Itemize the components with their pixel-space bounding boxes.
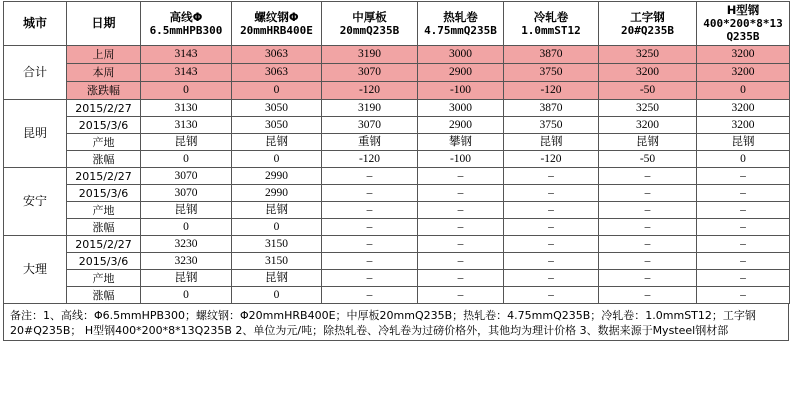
city-cell: 大理 [4,236,67,304]
price-cell: 3230 [141,253,232,270]
price-cell: – [504,287,599,304]
price-cell: 3143 [141,64,232,82]
table-row [4,185,790,202]
row-label: 2015/2/27 [67,236,141,253]
price-cell: 0 [232,219,322,236]
header-date: 日期 [67,2,141,46]
table-row [4,270,790,287]
price-cell: – [322,253,418,270]
price-cell: 0 [141,287,232,304]
price-cell: 3070 [322,64,418,82]
city-cell: 昆明 [4,100,67,168]
price-cell: 3870 [504,46,599,64]
price-cell: – [697,185,790,202]
city-cell: 合计 [4,46,67,100]
table-row [4,253,790,270]
price-cell: – [418,270,504,287]
price-cell: 3050 [232,100,322,117]
price-cell: -100 [418,151,504,168]
row-label: 2015/2/27 [67,100,141,117]
price-cell: – [697,270,790,287]
price-cell: – [599,287,697,304]
row-label: 涨幅 [67,219,141,236]
price-cell: – [599,202,697,219]
header-medium-plate: 中厚板 20mmQ235B [322,2,418,46]
price-cell: – [697,236,790,253]
header-rebar: 螺纹钢Φ 20mmHRB400E [232,2,322,46]
table-row [4,168,790,185]
price-cell: – [322,219,418,236]
price-cell: 昆钢 [141,134,232,151]
price-cell: – [418,287,504,304]
price-cell: 3190 [322,46,418,64]
table-row [4,117,790,134]
row-label: 上周 [67,46,141,64]
price-cell: – [599,270,697,287]
price-cell: -120 [504,151,599,168]
price-cell: 3000 [418,100,504,117]
row-label: 2015/3/6 [67,253,141,270]
price-cell: – [504,253,599,270]
price-cell: 3200 [697,117,790,134]
price-cell: 3230 [141,236,232,253]
table-row [4,219,790,236]
steel-price-table [3,1,790,304]
price-cell: 3250 [599,100,697,117]
row-label: 产地 [67,134,141,151]
price-cell: – [418,168,504,185]
price-cell: 昆钢 [141,202,232,219]
price-cell: – [418,236,504,253]
price-cell: 0 [697,82,790,100]
table-body [4,46,790,304]
price-cell: 0 [697,151,790,168]
price-cell: – [504,270,599,287]
table-row [4,134,790,151]
price-cell: 2900 [418,117,504,134]
header-hot-rolled-coil: 热轧卷 4.75mmQ235B [418,2,504,46]
price-cell: 昆钢 [697,134,790,151]
price-cell: 攀钢 [418,134,504,151]
price-cell: 3750 [504,64,599,82]
table-row [4,287,790,304]
price-table-container [3,1,789,341]
table-row [4,64,790,82]
header-wire-rod: 高线Φ 6.5mmHPB300 [141,2,232,46]
price-cell: 3143 [141,46,232,64]
price-cell: 0 [232,151,322,168]
price-cell: – [322,287,418,304]
price-cell: – [322,168,418,185]
price-cell: -50 [599,82,697,100]
row-label: 涨幅 [67,151,141,168]
header-i-beam: 工字钢 20#Q235B [599,2,697,46]
price-cell: – [697,219,790,236]
price-cell: 3200 [697,100,790,117]
row-label: 涨跌幅 [67,82,141,100]
header-city: 城市 [4,2,67,46]
price-cell: 昆钢 [599,134,697,151]
price-cell: 3200 [697,46,790,64]
price-cell: 3130 [141,100,232,117]
price-cell: – [418,253,504,270]
price-cell: – [599,253,697,270]
price-cell: – [504,202,599,219]
price-cell: – [504,168,599,185]
price-cell: 0 [232,287,322,304]
row-label: 产地 [67,270,141,287]
price-cell: 3063 [232,64,322,82]
price-cell: – [504,236,599,253]
header-row [4,2,790,46]
price-cell: 3250 [599,46,697,64]
row-label: 涨幅 [67,287,141,304]
price-cell: 3070 [141,168,232,185]
price-cell: 3070 [141,185,232,202]
price-cell: -120 [322,82,418,100]
price-cell: – [418,202,504,219]
price-cell: – [418,185,504,202]
row-label: 2015/2/27 [67,168,141,185]
price-cell: 3070 [322,117,418,134]
price-cell: 3063 [232,46,322,64]
row-label: 产地 [67,202,141,219]
price-cell: 3200 [697,64,790,82]
price-cell: 3050 [232,117,322,134]
price-cell: – [418,219,504,236]
price-cell: – [599,219,697,236]
table-row [4,82,790,100]
price-cell: 昆钢 [232,270,322,287]
price-cell: – [322,270,418,287]
price-cell: -100 [418,82,504,100]
price-cell: – [322,185,418,202]
price-cell: 3200 [599,64,697,82]
price-cell: 3150 [232,253,322,270]
header-cold-rolled-coil: 冷轧卷 1.0mmST12 [504,2,599,46]
footnote [3,304,789,341]
price-cell: 昆钢 [141,270,232,287]
price-cell: – [599,168,697,185]
price-cell: 3000 [418,46,504,64]
header-h-beam: H型钢 400*200*8*13 Q235B [697,2,790,46]
price-cell: -120 [504,82,599,100]
price-cell: – [504,219,599,236]
price-cell: 3870 [504,100,599,117]
footnote-text: 备注：1、高线：Φ6.5mmHPB300；螺纹钢：Φ20mmHRB400E；中厚板20mmQ235B；热轧卷：4.75mmQ235B；冷轧卷：1.0mmST12；工字钢20#Q235B； H型钢400*200*8*13Q235B 2、单位为元/吨；除热轧卷、冷轧卷为过磅价格外，其他均为理计价格 3、数据来源于Mysteel钢材部 [10,309,756,337]
row-label: 2015/3/6 [67,185,141,202]
price-cell: 3200 [599,117,697,134]
price-cell: 3130 [141,117,232,134]
price-cell: 2990 [232,185,322,202]
price-cell: – [697,168,790,185]
price-cell: – [504,185,599,202]
price-cell: – [697,202,790,219]
table-row [4,202,790,219]
price-cell: -50 [599,151,697,168]
price-cell: 3190 [322,100,418,117]
price-cell: 昆钢 [232,202,322,219]
price-cell: 昆钢 [232,134,322,151]
price-cell: 2900 [418,64,504,82]
price-cell: – [697,287,790,304]
price-cell: 3150 [232,236,322,253]
table-row [4,100,790,117]
city-cell: 安宁 [4,168,67,236]
price-cell: 0 [232,82,322,100]
price-cell: 0 [141,151,232,168]
table-row [4,151,790,168]
price-cell: – [697,253,790,270]
row-label: 本周 [67,64,141,82]
price-cell: – [322,202,418,219]
price-cell: 昆钢 [504,134,599,151]
price-cell: 0 [141,219,232,236]
price-cell: 重钢 [322,134,418,151]
table-row [4,236,790,253]
table-row [4,46,790,64]
price-cell: – [322,236,418,253]
price-cell: 2990 [232,168,322,185]
price-cell: 0 [141,82,232,100]
row-label: 2015/3/6 [67,117,141,134]
price-cell: – [599,185,697,202]
price-cell: -120 [322,151,418,168]
price-cell: – [599,236,697,253]
price-cell: 3750 [504,117,599,134]
